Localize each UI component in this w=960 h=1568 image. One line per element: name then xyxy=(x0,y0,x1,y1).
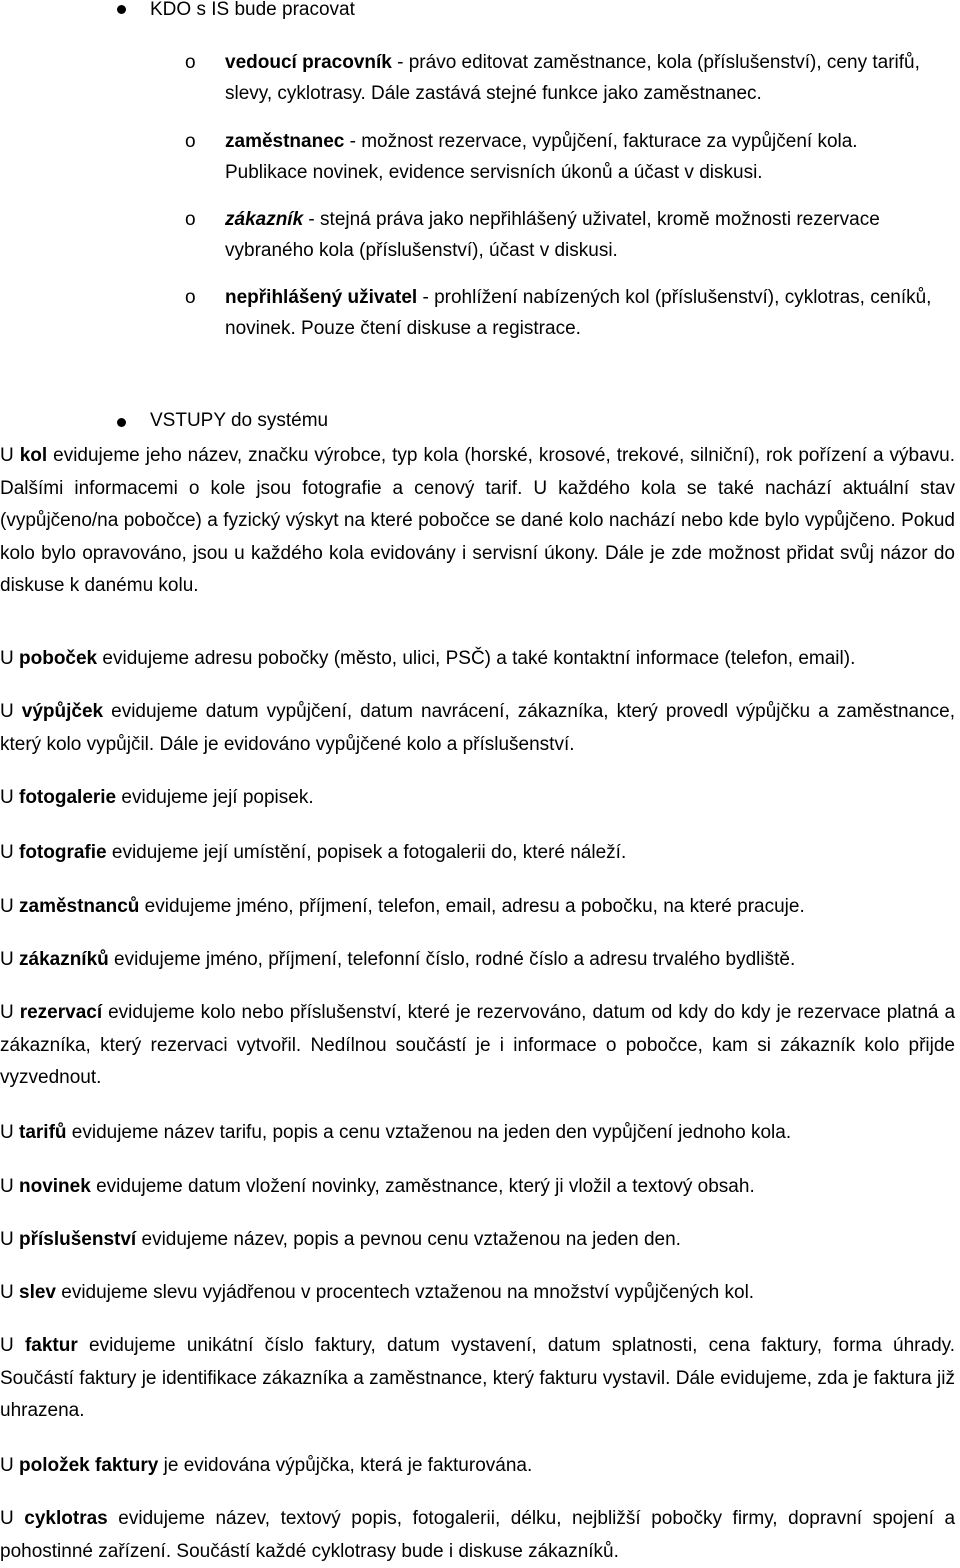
para-text: evidujeme jméno, příjmení, telefon, email, adresu a pobočku, na které pracuje. xyxy=(139,896,805,917)
para-prefix: U xyxy=(0,648,19,669)
section2-heading: VSTUPY do systému xyxy=(150,410,329,431)
para-prefix: U xyxy=(0,1335,25,1356)
para-prefix: U xyxy=(0,445,20,466)
sub-bullet-marker: o xyxy=(185,52,196,73)
para-text: evidujeme jméno, příjmení, telefonní číslo, rodné číslo a adresu trvalého bydliště. xyxy=(108,949,796,970)
para-term: slev xyxy=(19,1282,56,1303)
para-term: poboček xyxy=(19,648,98,669)
para-term: novinek xyxy=(19,1176,91,1197)
paragraph-cyklotras xyxy=(0,1503,955,1568)
para-prefix: U xyxy=(0,896,19,917)
role-term: zákazník xyxy=(225,209,304,230)
role-desc: právo editovat zaměstnance, kola (příslušenství), ceny tarifů, slevy, cyklotrasy. Dále zastává stejné funkce jako zaměstnanec. xyxy=(225,52,920,104)
para-prefix: U xyxy=(0,787,19,808)
para-text: evidujeme jeho název, značku výrobce, typ kola (horské, krosové, trekové, silniční), rok pořízení a výbavu. Dalšími informacemi o kole jsou fotografie a cenový tarif. U každého kola se také nachází aktuální stav (vypůjčeno/na pobočce) a fyzický výskyt na které pobočce se dané kolo nachází nebo kde bylo vypůjčeno. Pokud kolo bylo opravováno, jsou u každého kola evidovány i servisní úkony. Dále je zde možnost přidat svůj názor do diskuse k danému kolu. xyxy=(0,445,955,596)
para-term: fotogalerie xyxy=(19,787,117,808)
para-text: evidujeme slevu vyjádřenou v procentech vztaženou na množství vypůjčených kol. xyxy=(55,1282,755,1303)
para-prefix: U xyxy=(0,1508,25,1529)
para-term: tarifů xyxy=(19,1122,67,1143)
para-prefix: U xyxy=(0,1229,19,1250)
role-term: vedoucí pracovník xyxy=(225,52,392,73)
role-desc: stejná práva jako nepřihlášený uživatel, kromě možnosti rezervace vybraného kola (příslušenství), účast v diskusi. xyxy=(225,209,880,261)
para-text: evidujeme kolo nebo příslušenství, které je rezervováno, datum od kdy do kdy je rezervace platná a zákazníka, který rezervaci vytvořil. Nedílnou součástí je i informace o pobočce, kam si zákazník kolo přijde vyzvednout. xyxy=(0,1002,956,1088)
para-prefix: U xyxy=(0,701,22,722)
role-term: zaměstnanec xyxy=(225,131,345,152)
role-text xyxy=(225,204,945,266)
role-sep: - xyxy=(391,52,409,73)
para-prefix: U xyxy=(0,1176,19,1197)
role-text xyxy=(225,282,945,344)
paragraph-faktur xyxy=(0,1330,955,1428)
role-text xyxy=(225,47,945,109)
bullet-dot xyxy=(117,5,126,14)
paragraph-tarifu xyxy=(0,1117,955,1150)
role-sep: - xyxy=(303,209,321,230)
role-sep: - xyxy=(417,287,435,308)
paragraph-slev xyxy=(0,1277,955,1310)
para-term: zákazníků xyxy=(19,949,109,970)
paragraph-rezervaci xyxy=(0,997,955,1095)
role-desc: prohlížení nabízených kol (příslušenství), cyklotras, ceníků, novinek. Pouze čtení diskuse a registrace. xyxy=(225,287,932,339)
para-term: kol xyxy=(19,445,48,466)
paragraph-polozek-faktury xyxy=(0,1450,955,1483)
para-prefix: U xyxy=(0,1282,19,1303)
para-term: rezervací xyxy=(19,1002,103,1023)
bullet-dot xyxy=(117,418,126,427)
para-text: evidujeme název tarifu, popis a cenu vztaženou na jeden den vypůjčení jednoho kola. xyxy=(66,1122,792,1143)
para-prefix: U xyxy=(0,1455,19,1476)
para-term: fotografie xyxy=(19,842,107,863)
paragraph-zakazniku xyxy=(0,944,955,977)
paragraph-zamestnancu xyxy=(0,891,955,924)
role-desc: možnost rezervace, vypůjčení, fakturace za vypůjčení kola. Publikace novinek, evidence servisních úkonů a účast v diskusi. xyxy=(225,131,858,183)
paragraph-novinek xyxy=(0,1171,955,1204)
para-text: evidujeme adresu pobočky (město, ulici, PSČ) a také kontaktní informace (telefon, email). xyxy=(97,648,856,669)
para-prefix: U xyxy=(0,949,19,970)
paragraph-prislusenstvi xyxy=(0,1224,955,1257)
role-sep: - xyxy=(344,131,362,152)
para-text: evidujeme její popisek. xyxy=(116,787,314,808)
role-term: nepřihlášený uživatel xyxy=(225,287,418,308)
para-text: evidujeme unikátní číslo faktury, datum vystavení, datum splatnosti, cena faktury, forma úhrady. Součástí faktury je identifikace zákazníka a zaměstnance, který fakturu vystavil. Dále evidujeme, zda je faktura již uhrazena. xyxy=(0,1335,956,1421)
para-text: evidujeme datum vypůjčení, datum navrácení, zákazníka, který provedl výpůjčku a zaměstnance, který kolo vypůjčil. Dále je evidováno vypůjčené kolo a příslušenství. xyxy=(0,701,956,755)
para-term: zaměstnanců xyxy=(19,896,140,917)
para-term: výpůjček xyxy=(21,701,104,722)
role-text xyxy=(225,126,945,188)
sub-bullet-marker: o xyxy=(185,209,196,230)
para-term: položek faktury xyxy=(19,1455,159,1476)
para-prefix: U xyxy=(0,842,19,863)
sub-bullet-marker: o xyxy=(185,287,196,308)
para-text: je evidována výpůjčka, která je fakturována. xyxy=(158,1455,533,1476)
section1-heading: KDO s IS bude pracovat xyxy=(150,0,355,20)
para-prefix: U xyxy=(0,1122,19,1143)
para-text: evidujeme název, textový popis, fotogalerii, délku, nejbližší pobočky firmy, dopravní spojení a pohostinné zařízení. Součástí každé cyklotrasy bude i diskuse zákazníků. xyxy=(0,1508,956,1562)
para-text: evidujeme název, popis a pevnou cenu vztaženou na jeden den. xyxy=(136,1229,681,1250)
para-term: faktur xyxy=(24,1335,78,1356)
paragraph-pobocek xyxy=(0,643,955,676)
paragraph-fotogalerie xyxy=(0,782,955,815)
para-term: cyklotras xyxy=(24,1508,108,1529)
sub-bullet-marker: o xyxy=(185,131,196,152)
paragraph-fotografie xyxy=(0,837,955,870)
para-text: evidujeme datum vložení novinky, zaměstnance, který ji vložil a textový obsah. xyxy=(90,1176,755,1197)
para-text: evidujeme její umístění, popisek a fotogalerii do, které náleží. xyxy=(106,842,627,863)
para-term: příslušenství xyxy=(19,1229,137,1250)
para-prefix: U xyxy=(0,1002,20,1023)
paragraph-vypujcek xyxy=(0,696,955,761)
paragraph-kol xyxy=(0,440,955,603)
